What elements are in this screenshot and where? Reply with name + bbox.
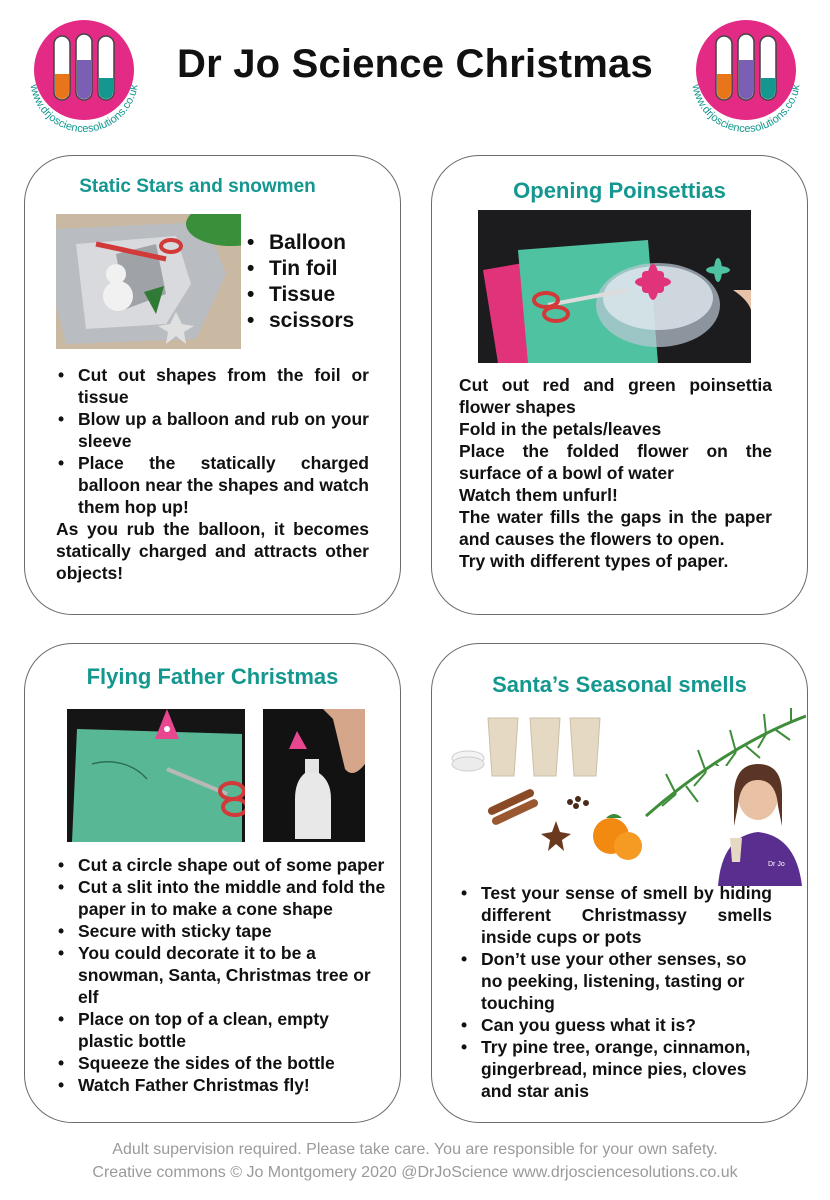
smells-photo [446,706,806,886]
static-photo [56,214,241,349]
list-item: The water fills the gaps in the paper and causes the flowers to open. [459,507,772,549]
list-item: Try with different types of paper. [459,551,729,571]
list-item: • You could decorate it to be a snowman, Santa, Christmas tree or elf [56,942,386,1008]
list-item: • Secure with sticky tape [56,920,386,942]
list-item: • Test your sense of smell by hiding different Christmassy smells inside cups or pots [459,882,772,948]
card-title: Flying Father Christmas [86,664,339,689]
list-item: • Watch Father Christmas fly! [56,1074,386,1096]
list-item: • Squeeze the sides of the bottle [56,1052,386,1074]
page-title: Dr Jo Science Christmas [177,42,653,86]
list-item: • Blow up a balloon and rub on your sleeve [56,408,369,452]
list-item: • Cut a slit into the middle and fold the paper in to make a cone shape [56,876,386,920]
card-seasonal-smells [431,643,808,1123]
card-opening-poinsettias [431,155,808,615]
steps-list [56,364,369,518]
list-item: • Don’t use your other senses, so no peeking, listening, tasting or touching [459,948,772,1014]
bottle-photo [263,709,365,842]
card-title: Opening Poinsettias [513,178,726,203]
list-item: Watch them unfurl! [459,485,618,505]
steps-list [56,854,386,1096]
list-item: • Cut a circle shape out of some paper [56,854,386,876]
poinsettia-photo [478,210,751,363]
card-title: Static Stars and snowmen [79,176,316,197]
list-item: • Balloon [247,230,387,256]
list-item: • Can you guess what it is? [459,1014,772,1036]
logo-right [680,12,812,144]
list-item: Cut out red and green poinsettia flower shapes [459,375,772,417]
materials-list [247,230,387,334]
cone-photo [67,709,245,842]
logo-text: www.drjosciencesolutions.co.uk [27,83,141,136]
list-item: • Tissue [247,282,387,308]
shirt-label: Dr Jo [768,861,785,868]
list-item: • Place the statically charged balloon near the shapes and watch them hop up! [56,452,369,518]
logo-left [18,12,150,144]
card-static-stars [24,155,401,615]
list-item: Fold in the petals/leaves [459,419,662,439]
steps-list [459,882,772,1102]
footer-credits: Creative commons © Jo Montgomery 2020 @DrJoScience www.drjosciencesolutions.co.uk [92,1164,738,1181]
card-flying-father-christmas [24,643,401,1123]
list-item: • Tin foil [247,256,387,282]
steps-list [459,374,772,572]
list-item: • scissors [247,308,387,334]
card-title: Santa’s Seasonal smells [492,672,747,697]
list-item: Place the folded flower on the surface of a bowl of water [459,441,772,483]
list-item: • Try pine tree, orange, cinnamon, gingerbread, mince pies, cloves and star anis [459,1036,772,1102]
static-note: As you rub the balloon, it becomes statically charged and attracts other objects! [56,519,369,583]
list-item: • Cut out shapes from the foil or tissue [56,364,369,408]
logo-text: www.drjosciencesolutions.co.uk [689,83,803,136]
list-item: • Place on top of a clean, empty plastic bottle [56,1008,386,1052]
footer-safety: Adult supervision required. Please take care. You are responsible for your own safety. [112,1141,718,1158]
